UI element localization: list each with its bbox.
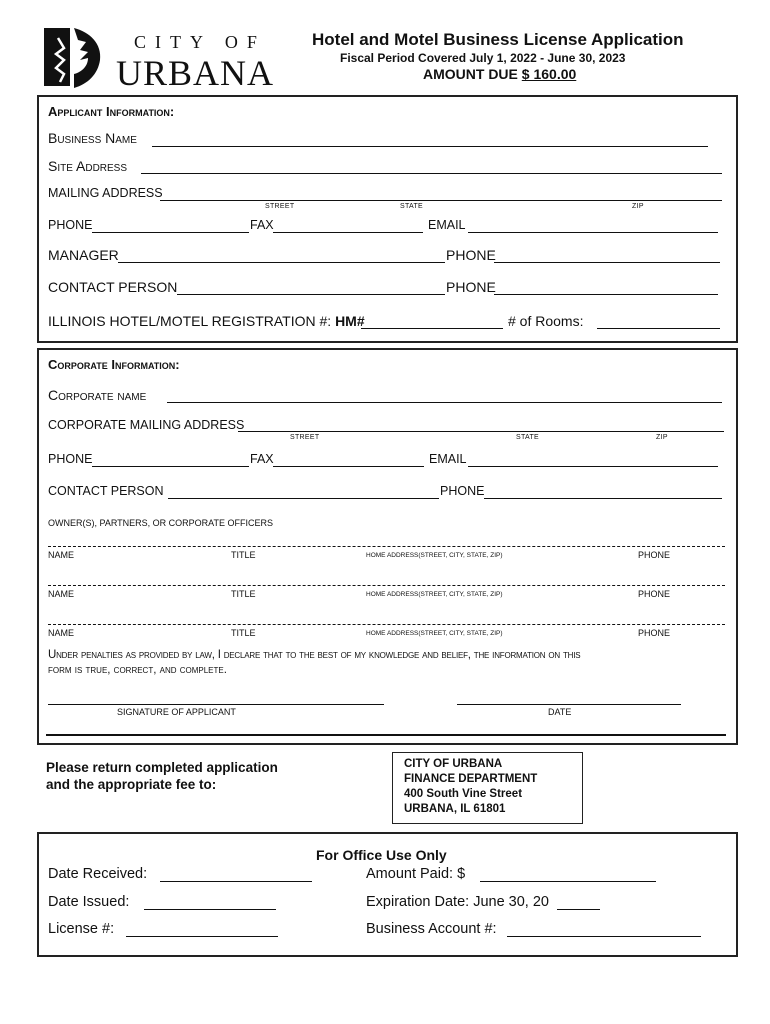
corp-fax-field[interactable] bbox=[273, 466, 424, 467]
site-address-label: Site Address bbox=[48, 158, 128, 174]
officer-row-3-address: HOME ADDRESS(STREET, CITY, STATE, ZIP) bbox=[366, 630, 503, 637]
corporate-bottom-rule bbox=[46, 734, 726, 736]
registration-label bbox=[48, 313, 365, 329]
date-field[interactable] bbox=[457, 704, 681, 705]
contact-phone-label: PHONE bbox=[446, 279, 496, 295]
amount-paid-label: Amount Paid: $ bbox=[366, 866, 466, 882]
license-label: License #: bbox=[48, 921, 115, 937]
return-address-2: FINANCE DEPARTMENT bbox=[404, 773, 538, 785]
officer-row-2-address: HOME ADDRESS(STREET, CITY, STATE, ZIP) bbox=[366, 591, 503, 598]
return-line-1: Please return completed application bbox=[46, 760, 278, 775]
corp-contact-field[interactable] bbox=[168, 498, 439, 499]
corp-phone-field[interactable] bbox=[92, 466, 249, 467]
mailing-address-field[interactable] bbox=[160, 200, 722, 201]
corporate-name-field[interactable] bbox=[167, 402, 722, 403]
fiscal-period: Fiscal Period Covered July 1, 2022 - June 30, 2023 bbox=[340, 51, 626, 65]
corp-contact-phone-field[interactable] bbox=[484, 498, 722, 499]
state-caption: STATE bbox=[400, 203, 424, 210]
corporate-mailing-label: CORPORATE MAILING ADDRESS bbox=[48, 418, 245, 432]
declaration-line-2: form is true, correct, and complete. bbox=[48, 664, 227, 676]
officer-row-3-name: NAME bbox=[48, 628, 75, 638]
zip-caption: ZIP bbox=[632, 203, 644, 210]
manager-field[interactable] bbox=[118, 262, 445, 263]
officer-row-3-title: TITLE bbox=[231, 628, 256, 638]
license-field[interactable] bbox=[126, 936, 278, 937]
expiration-field[interactable] bbox=[557, 909, 600, 910]
rooms-field[interactable] bbox=[597, 328, 720, 329]
return-line-2: and the appropriate fee to: bbox=[46, 777, 217, 792]
manager-phone-label: PHONE bbox=[446, 247, 496, 263]
email-field[interactable] bbox=[468, 232, 718, 233]
officer-row-1-title: TITLE bbox=[231, 550, 256, 560]
contact-phone-field[interactable] bbox=[494, 294, 718, 295]
officer-row-3-phone: PHONE bbox=[638, 628, 671, 638]
corp-contact-label: CONTACT PERSON bbox=[48, 484, 164, 498]
corp-state-caption: STATE bbox=[516, 434, 540, 441]
officer-row-2-name: NAME bbox=[48, 589, 75, 599]
officer-row-2-line[interactable] bbox=[48, 585, 725, 586]
amount-due bbox=[423, 66, 576, 82]
date-received-field[interactable] bbox=[160, 881, 312, 882]
city-logo bbox=[44, 26, 284, 93]
return-address-4: URBANA, IL 61801 bbox=[404, 803, 506, 815]
amount-paid-field[interactable] bbox=[480, 881, 656, 882]
contact-person-label: CONTACT PERSON bbox=[48, 279, 178, 295]
email-label: EMAIL bbox=[428, 218, 466, 232]
signature-field[interactable] bbox=[48, 704, 384, 705]
officer-row-2-title: TITLE bbox=[231, 589, 256, 599]
contact-person-field[interactable] bbox=[177, 294, 445, 295]
owners-label: OWNER(S), PARTNERS, OR CORPORATE OFFICERS bbox=[48, 518, 274, 528]
leaf-logo-icon bbox=[44, 26, 106, 90]
officer-row-1-name: NAME bbox=[48, 550, 75, 560]
office-heading: For Office Use Only bbox=[316, 847, 447, 863]
date-received-label: Date Received: bbox=[48, 866, 148, 882]
officer-row-1-phone: PHONE bbox=[638, 550, 671, 560]
illinois-reg-text: ILLINOIS HOTEL/MOTEL REGISTRATION #: bbox=[48, 313, 336, 329]
rooms-label: # of Rooms: bbox=[508, 313, 584, 329]
business-account-label: Business Account #: bbox=[366, 921, 497, 937]
fax-field[interactable] bbox=[273, 232, 423, 233]
business-name-field[interactable] bbox=[152, 146, 708, 147]
date-caption: DATE bbox=[548, 707, 572, 717]
date-issued-label: Date Issued: bbox=[48, 894, 130, 910]
signature-caption: SIGNATURE OF APPLICANT bbox=[117, 707, 236, 717]
expiration-label: Expiration Date: June 30, 20 bbox=[366, 894, 549, 910]
amount-due-value: $ 160.00 bbox=[521, 66, 577, 82]
business-name-label: Business Name bbox=[48, 130, 137, 146]
corporate-name-label: Corporate name bbox=[48, 387, 147, 403]
corp-street-caption: STREET bbox=[290, 434, 320, 441]
officer-row-3-line[interactable] bbox=[48, 624, 725, 625]
corp-fax-label: FAX bbox=[250, 452, 274, 466]
manager-phone-field[interactable] bbox=[494, 262, 720, 263]
officer-row-1-address: HOME ADDRESS(STREET, CITY, STATE, ZIP) bbox=[366, 552, 503, 559]
corp-contact-phone-label: PHONE bbox=[440, 484, 485, 498]
hm-text: HM# bbox=[335, 313, 365, 329]
declaration-line-1: Under penalties as provided by law, I declare that to the best of my knowledge and belief, the information on this bbox=[48, 649, 581, 661]
registration-field[interactable] bbox=[361, 328, 503, 329]
street-caption: STREET bbox=[265, 203, 295, 210]
corporate-heading: Corporate Information: bbox=[48, 357, 180, 372]
return-address-1: CITY OF URBANA bbox=[404, 758, 503, 770]
return-address-3: 400 South Vine Street bbox=[404, 788, 523, 800]
fax-label: FAX bbox=[250, 218, 274, 232]
logo-urbana: URBANA bbox=[116, 53, 275, 93]
mailing-address-label: MAILING ADDRESS bbox=[48, 186, 163, 200]
phone-label: PHONE bbox=[48, 218, 93, 232]
site-address-field[interactable] bbox=[141, 173, 722, 174]
corp-phone-label: PHONE bbox=[48, 452, 93, 466]
amount-due-label: AMOUNT DUE bbox=[423, 66, 522, 82]
corporate-mailing-field[interactable] bbox=[238, 431, 724, 432]
manager-label: MANAGER bbox=[48, 247, 119, 263]
form-title: Hotel and Motel Business License Application bbox=[312, 30, 684, 49]
applicant-heading: Applicant Information: bbox=[48, 104, 175, 119]
corp-email-label: EMAIL bbox=[429, 452, 467, 466]
logo-city-of: CITY OF bbox=[134, 32, 266, 52]
business-account-field[interactable] bbox=[507, 936, 701, 937]
date-issued-field[interactable] bbox=[144, 909, 276, 910]
corp-zip-caption: ZIP bbox=[656, 434, 668, 441]
officer-row-1-line[interactable] bbox=[48, 546, 725, 547]
corp-email-field[interactable] bbox=[468, 466, 718, 467]
officer-row-2-phone: PHONE bbox=[638, 589, 671, 599]
phone-field[interactable] bbox=[92, 232, 249, 233]
applicant-section bbox=[37, 95, 738, 343]
